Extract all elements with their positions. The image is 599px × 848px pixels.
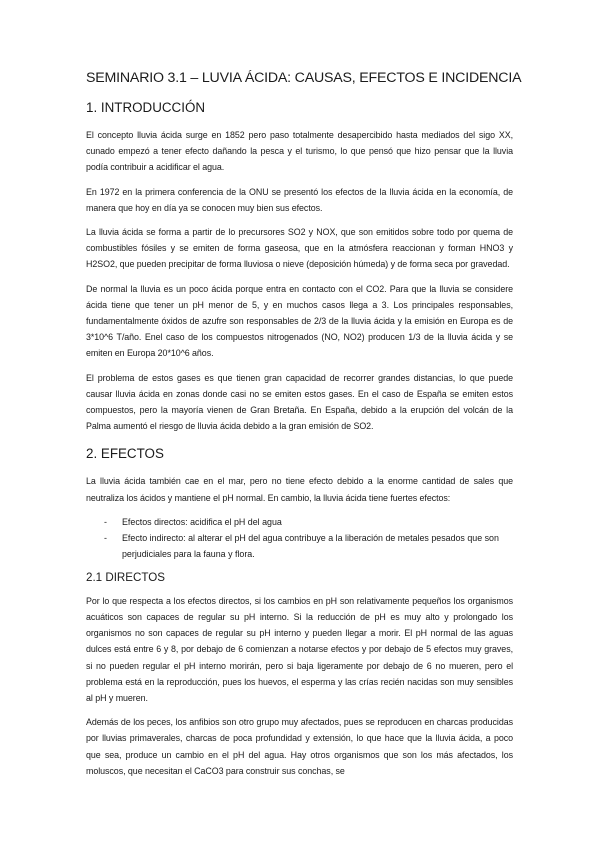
- list-item-text: Efecto indirecto: al alterar el pH del agua contribuye a la liberación de metales pesados que son perjudiciales para la fauna y flora.: [122, 532, 499, 559]
- paragraph: Además de los peces, los anfibios son otro grupo muy afectados, pues se reproducen en charcas producidas por lluvias primaverales, charcas de poca profundidad y extensión, lo que hace que la lluvia ácida, a poco que sea, produce un cambio en el pH del agua. Hay otros organismos que son los más afectados, los moluscos, que necesitan el CaCO3 para construir sus conchas, se: [86, 717, 513, 776]
- list-item-text: Efectos directos: acidifica el pH del agua: [122, 516, 282, 527]
- paragraph: La lluvia ácida también cae en el mar, pero no tiene efecto debido a la enorme cantidad de sales que neutraliza los ácidos y mantiene el pH normal. En cambio, la lluvia ácida tiene fuertes efectos:: [86, 476, 513, 503]
- section-heading-introduccion: 1. INTRODUCCIÓN: [86, 100, 206, 115]
- effects-list: [86, 514, 513, 562]
- subsection-heading-directos: 2.1 DIRECTOS: [86, 570, 166, 584]
- list-dash: -: [104, 532, 107, 543]
- list-item: [86, 514, 513, 530]
- paragraph: La lluvia ácida se forma a partir de lo precursores SO2 y NOX, que son emitidos sobre todo por quema de combustibles fósiles y se emiten de forma gaseosa, que en la atmósfera reaccionan y forman HNO3 y H2SO2, que pueden precipitar de forma lluviosa o nieve (deposición húmeda) y de forma seca por gravedad.: [86, 227, 513, 270]
- paragraph: El problema de estos gases es que tienen gran capacidad de recorrer grandes distancias, lo que puede causar lluvia ácida en zonas donde casi no se emiten estos gases. En el caso de España se emiten estos compuestos, pero la mayoría vienen de Gran Bretaña. En España, debido a la erupción del volcán de la Palma aumentó el riesgo de lluvia ácida debido a la gran emisión de SO2.: [86, 372, 513, 432]
- list-item: [86, 530, 513, 562]
- paragraph: Por lo que respecta a los efectos directos, si los cambios en pH son relativamente pequeños los organismos acuáticos son capaces de regular su pH interno. Si la reducción de pH es muy alto y prolongado los organismos no son capaces de regular su pH interno y pueden llegar a morir. El pH normal de las aguas dulces está entre 6 y 8, por debajo de 6 comienzan a notarse efectos y por debajo de 5 efectos muy graves, si no pueden regular el pH interno morirán, pero si baja ligeramente por debajo de 6 no mueren, pero el problema está en la reproducción, pues los huevos, el esperma y las crías recién nacidas son muy sensibles al pH y mueren.: [86, 595, 513, 704]
- section-heading-efectos: 2. EFECTOS: [86, 446, 164, 462]
- paragraph: El concepto lluvia ácida surge en 1852 pero paso totalmente desapercibido hasta mediados del sigo XX, cunado empezó a tener efecto dañando la pesca y el turismo, lo que pensó que hizo pensar que la lluvia podía contribuir a acidificar el agua.: [86, 130, 513, 173]
- list-dash: -: [104, 516, 107, 527]
- paragraph: De normal la lluvia es un poco ácida porque entra en contacto con el CO2. Para que la lluvia se considere ácida tiene que tener un pH menor de 5, y en muchos casos llega a 3. Los principales responsables, fundamentalmente óxidos de azufre son responsables de 2/3 de la lluvia ácida y la emisión en Europa es de 3*10^6 T/año. Enel caso de los compuestos nitrogenados (NO, NO2) producen 1/3 de la lluvia ácida y se emiten en Europa 20*10^6 años.: [86, 283, 513, 359]
- paragraph: En 1972 en la primera conferencia de la ONU se presentó los efectos de la lluvia ácida en la economía, de manera que hoy en día ya se conocen muy bien sus efectos.: [86, 186, 513, 213]
- document-title: SEMINARIO 3.1 – LUVIA ÁCIDA: CAUSAS, EFECTOS E INCIDENCIA: [86, 70, 522, 86]
